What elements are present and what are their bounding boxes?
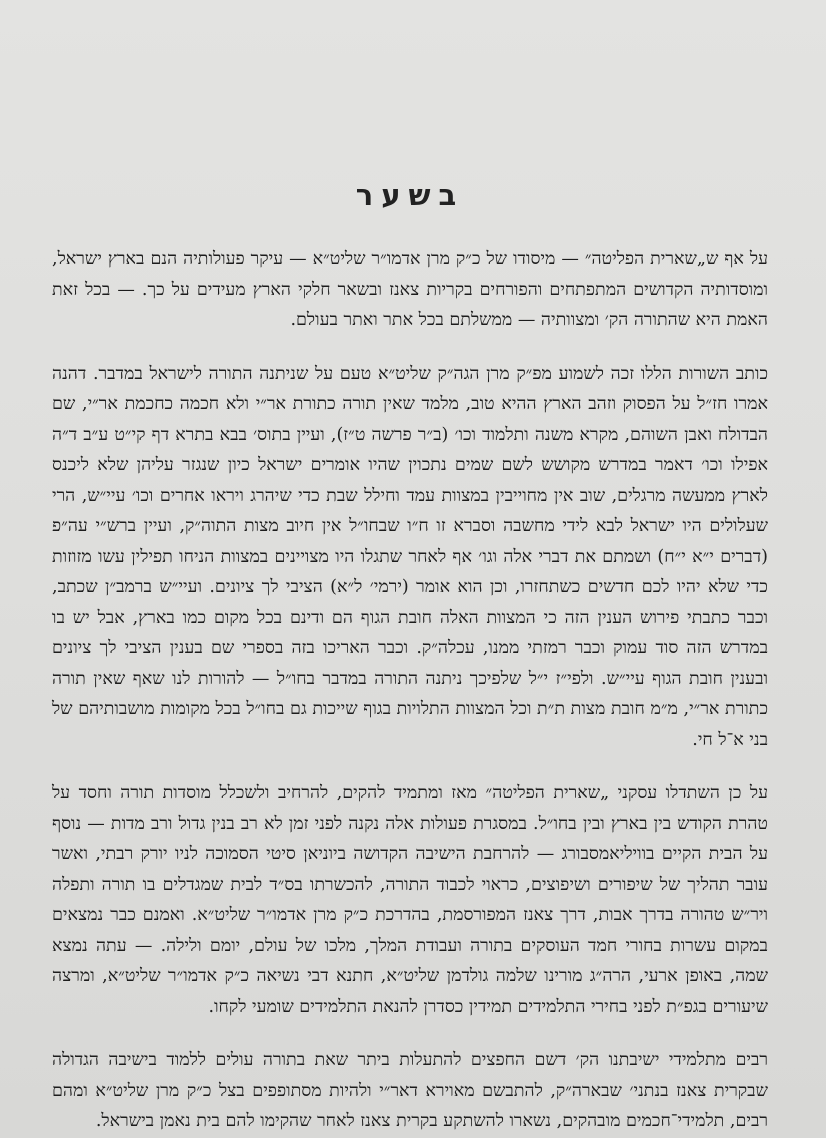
page-title: בשער (355, 178, 465, 212)
paragraph-4: רבים מתלמידי ישיבתנו הק׳ דשם החפצים להתעלות ביתר שאת בתורה עולים ללמוד בישיבה הגדולה שבקרית צאנז בנתני׳ שבארה״ק, להתבשם מאוירא דאר״י ולהיות מסתופפים בצל כ״ק מרן שליט״א ומהם רבים, תלמידי־חכמים מובהקים, נשארו להשתקע בקרית צאנז לאחר שהקימו להם בית נאמן בישראל. (52, 1050, 768, 1131)
page-body (52, 244, 768, 1137)
paragraph-2: כותב השורות הללו זכה לשמוע מפ״ק מרן הגה״ק שליט״א טעם על שניתנה התורה לישראל במדבר. דהנה אמרו חז״ל על הפסוק וזהב הארץ ההיא טוב, מלמד שאין תורה כתורת אר״י ולא חכמה כחכמת אר״י, שם הבדולח ואבן השוהם, מקרא משנה ותלמוד וכו׳ (ב״ר פרשה ט״ז), ועיין בתוס׳ בבא בתרא דף קי״ט ע״ב ד״ה אפילו וכו׳ דאמר במדרש מקושש לשם שמים נתכוין שהיו אומרים ישראל כיון שנגזר עליהן שלא ליכנס לארץ ממעשה מרגלים, שוב אין מחוייבין במצוות עמד וחילל שבת כדי שיהרג ויראו אחרים וכו׳ עיי״ש, הרי שעלולים היו ישראל לבא לידי מחשבה וסברא זו ח״ו שבחו״ל אין חיוב מצות התוה״ק, ועיין ברש״י עה״פ (דברים י״א י״ח) ושמתם את דברי אלה וגו׳ אף לאחר שתגלו היו מצויינים במצוות הניחו תפילין עשו מזוזות כדי שלא יהיו לכם חדשים כשתחזרו, וכן הוא אומר (ירמי׳ ל״א) הציבי לך ציונים. ועיי״ש ברמב״ן שכתב, וכבר כתבתי פירוש הענין הזה כי המצוות האלה חובת הגוף הם ודינם בכל מקום כמו בארץ, אבל יש בו במדרש הזה סוד עמוק וכבר רמזתי ממנו, עכלה״ק. וכבר האריכו בזה בספרי שם בענין הציבי לך ציונים ובענין חובת הגוף עיי״ש. ולפי״ז י״ל שלפיכך ניתנה התורה במדבר בחו״ל — להורות לנו שאף שאין תורה כתורת אר״י, מ״מ חובת מצות ת״ת וכל המצוות התלויות בגוף שייכות גם בחו״ל בכל מקומות מושבותיהם של בני א־ל חי. (52, 363, 768, 750)
paragraph-1: על אף ש„שארית הפליטה״ — מיסודו של כ״ק מרן אדמו״ר שליט״א — עיקר פעולותיה הנם בארץ ישראל, ומוסדותיה הקדושים המתפתחים והפורחים בקריות צאנז ובשאר חלקי הארץ מעידים על כך. — בכל זאת האמת היא שהתורה הק׳ ומצוותיה — ממשלתם בכל אתר ואתר בעולם. (52, 249, 768, 330)
paragraph-3: על כן השתדלו עסקני „שארית הפליטה״ מאז ומתמיד להקים, להרחיב ולשכלל מוסדות תורה וחסד על טהרת הקודש בין בארץ ובין בחו״ל. במסגרת פעולות אלה נקנה לפני זמן לא רב בנין גדול ורב מדות — נוסף על הבית הקיים בוויליאמסבורג — להרחבת הישיבה הקדושה ביוניאן סיטי הסמוכה לניו יורק רבתי, ואשר עובר תהליך של שיפורים ושיפוצים, כראוי לכבוד התורה, להכשרתו בס״ד לבית שמגדלים בו תורה ותפלה ויר״ש טהורה בדרך אבות, דרך צאנז המפורסמת, בהדרכת כ״ק מרן אדמו״ר שליט״א. ואמנם כבר נמצאים במקום עשרות בחורי חמד העוסקים בתורה ועבודת המלך, מלכו של עולם, יומם ולילה. — עתה נמצא שמה, באופן ארעי, הרה״ג מורינו שלמה גולדמן שליט״א, חתנא דבי נשיאה כ״ק אדמו״ר שליט״א, ומרצה שיעורים בגפ״ת לפני בחירי התלמידים תמידין כסדרן להנאת התלמידים שומעי לקחו. (52, 783, 768, 1017)
